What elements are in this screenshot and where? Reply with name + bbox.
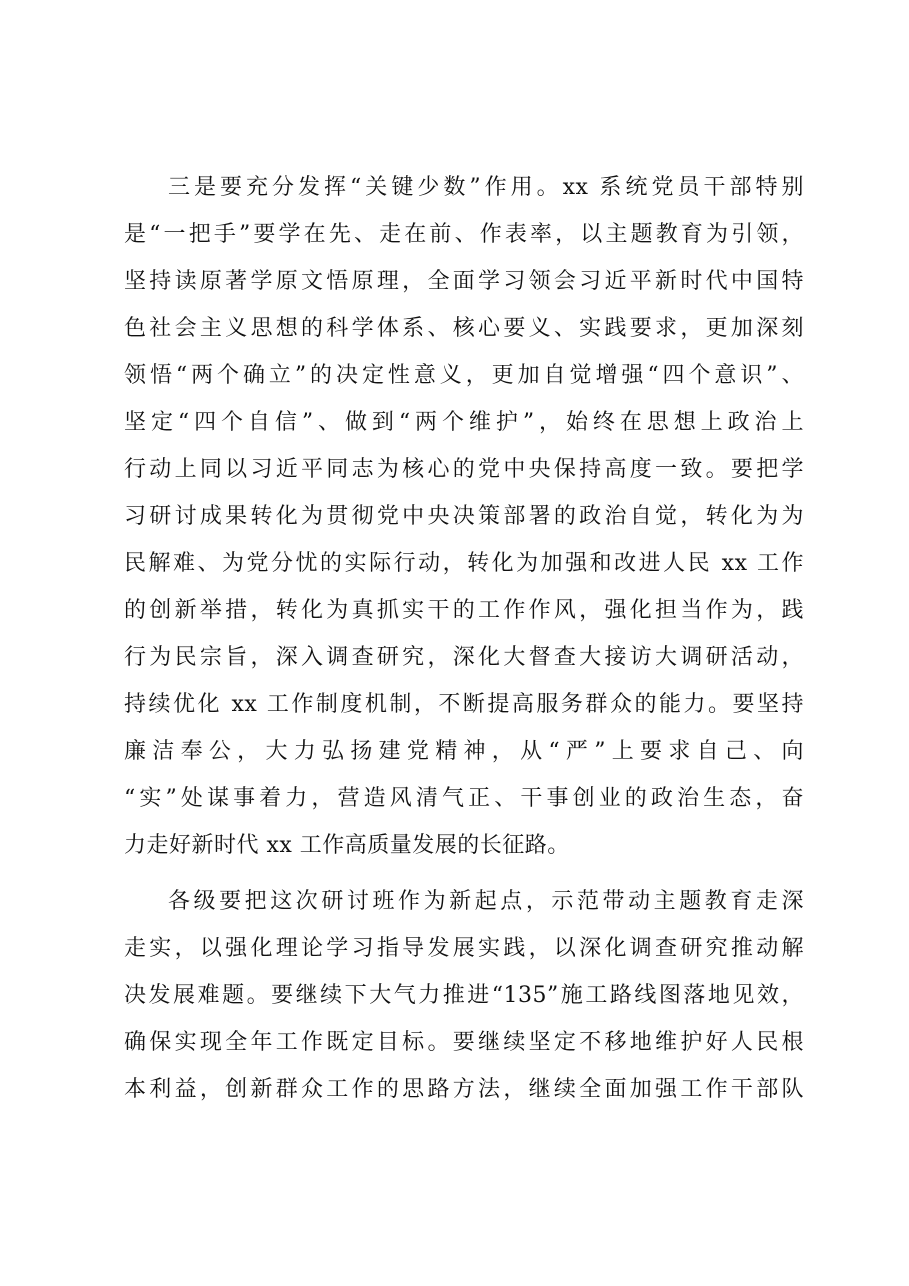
paragraph-key-minority — [124, 164, 804, 869]
paragraph-line: 是“一把手”要学在先、走在前、作表率，以主题教育为引领， — [124, 222, 804, 247]
paragraph-line: 坚定“四个自信”、做到“两个维护”，始终在思想上政治上 — [124, 410, 804, 435]
paragraph-line: 本利益，创新群众工作的思路方法，继续全面加强工作干部队 — [124, 1077, 804, 1102]
paragraph-line: 持续优化 xx 工作制度机制，不断提高服务群众的能力。要坚持 — [124, 692, 804, 717]
paragraph-line: 的创新举措，转化为真抓实干的工作作风，强化担当作为，践 — [124, 598, 804, 623]
paragraph-line: 确保实现全年工作既定目标。要继续坚定不移地维护好人民根 — [124, 1030, 804, 1055]
paragraph-line: 廉洁奉公，大力弘扬建党精神，从“严”上要求自己、向 — [124, 739, 804, 764]
paragraph-line: 走实，以强化理论学习指导发展实践，以深化调查研究推动解 — [124, 936, 804, 961]
paragraph-line: 行动上同以习近平同志为核心的党中央保持高度一致。要把学 — [124, 457, 804, 482]
paragraph-line: 力走好新时代 xx 工作高质量发展的长征路。 — [124, 833, 570, 858]
paragraph-line: 色社会主义思想的科学体系、核心要义、实践要求，更加深刻 — [124, 316, 804, 341]
paragraph-line: 坚持读原著学原文悟原理，全面学习领会习近平新时代中国特 — [124, 269, 804, 294]
paragraph-line: 民解难、为党分忧的实际行动，转化为加强和改进人民 xx 工作 — [124, 551, 804, 576]
paragraph-line: 三是要充分发挥“关键少数”作用。xx 系统党员干部特别 — [168, 175, 804, 200]
paragraph-line: 决发展难题。要继续下大气力推进“135”施工路线图落地见效， — [124, 983, 804, 1008]
document-body — [124, 164, 804, 1113]
paragraph-gap — [124, 869, 804, 878]
paragraph-line: 各级要把这次研讨班作为新起点，示范带动主题教育走深 — [168, 889, 804, 914]
paragraph-line: 行为民宗旨，深入调查研究，深化大督查大接访大调研活动， — [124, 645, 804, 670]
paragraph-line: 习研讨成果转化为贯彻党中央决策部署的政治自觉，转化为为 — [124, 504, 804, 529]
paragraph-line: 领悟“两个确立”的决定性意义，更加自觉增强“四个意识”、 — [124, 363, 804, 388]
paragraph-seminar — [124, 878, 804, 1113]
paragraph-line: “实”处谋事着力，营造风清气正、干事创业的政治生态，奋 — [124, 786, 804, 811]
